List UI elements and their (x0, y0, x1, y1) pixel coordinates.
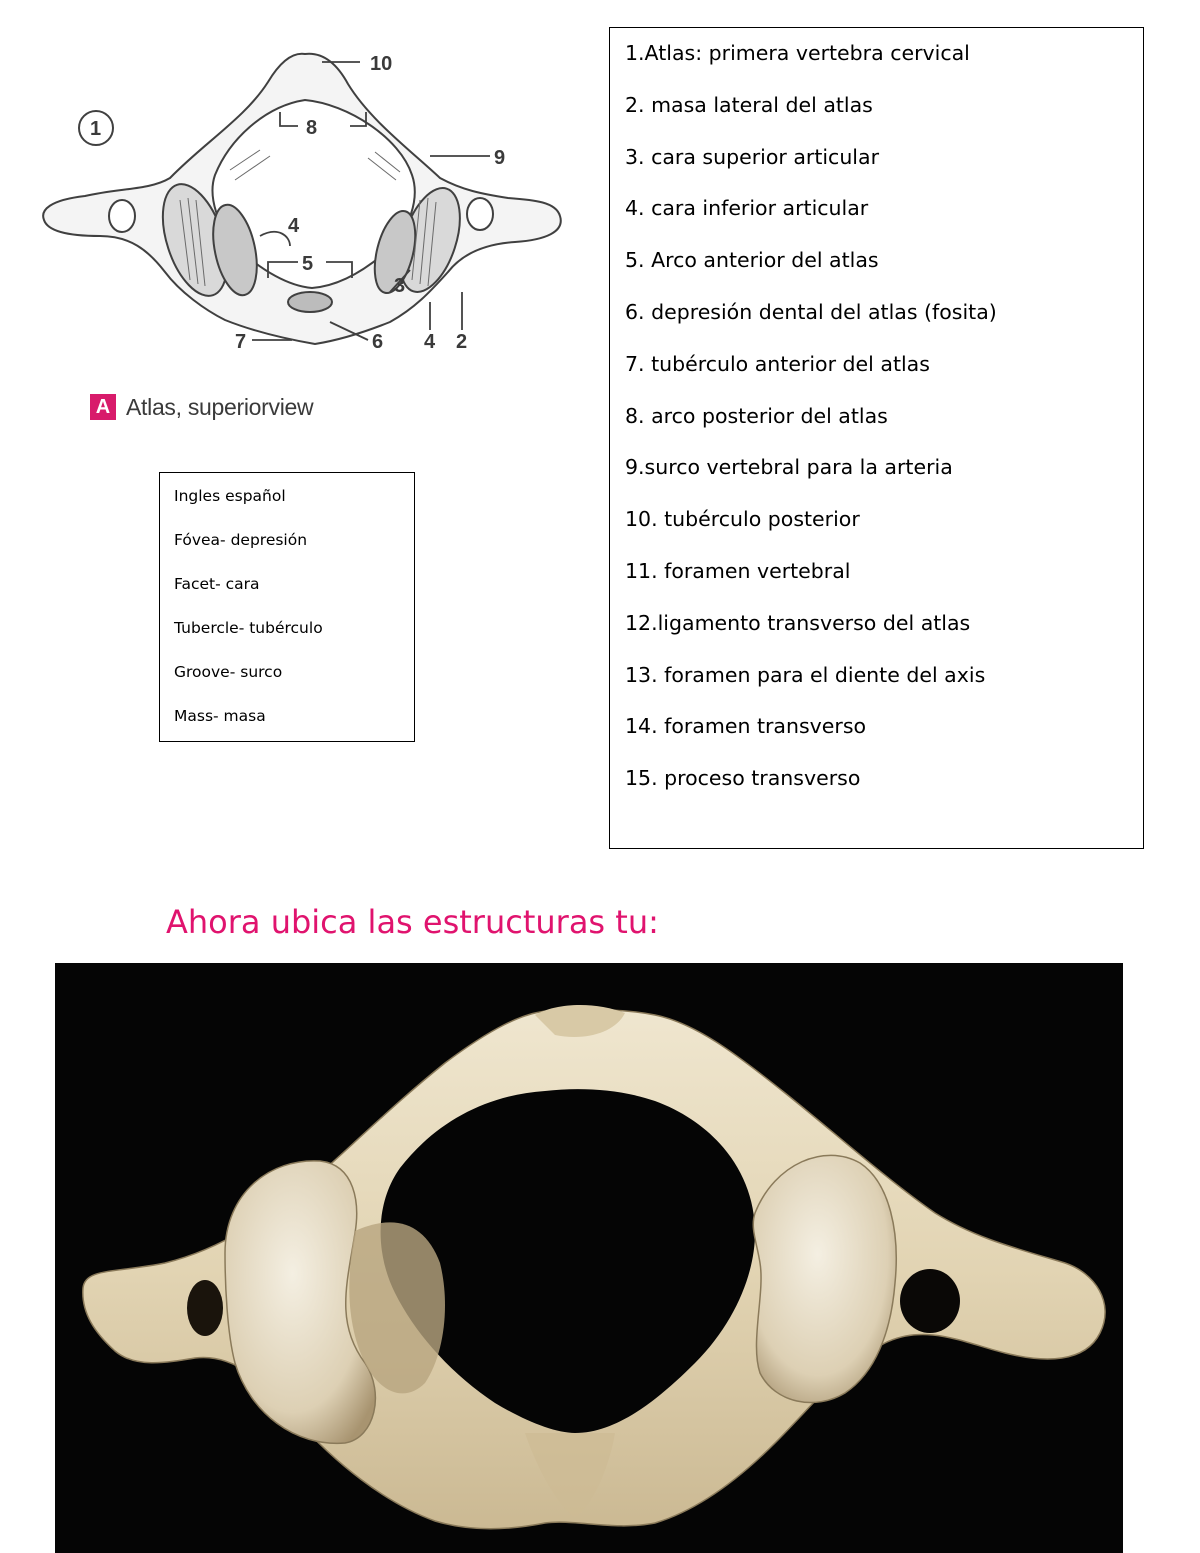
figure-caption-text: Atlas, superiorview (126, 393, 314, 420)
legend-item: 9.surco vertebral para la arteria (625, 455, 953, 480)
atlas-photo-drawing (55, 963, 1123, 1553)
diagram-label-7: 7 (235, 331, 247, 353)
figure-number: 1 (90, 118, 102, 140)
legend-item: 1.Atlas: primera vertebra cervical (625, 41, 970, 65)
diagram-label-9: 9 (494, 147, 506, 169)
glossary-item: Mass- masa (174, 707, 266, 725)
diagram-label-2: 2 (456, 331, 468, 353)
legend-item: 10. tubérculo posterior (625, 507, 860, 532)
figure-badge: A (90, 394, 116, 420)
legend-item: 6. depresión dental del atlas (fosita) (625, 299, 997, 324)
legend-item: 15. proceso transverso (625, 766, 861, 791)
diagram-label-4: 4 (424, 331, 436, 353)
legend-item: 4. cara inferior articular (625, 196, 869, 221)
legend-item: 2. masa lateral del atlas (625, 92, 873, 117)
diagram-label-10: 10 (370, 53, 393, 75)
legend-item: 13. foramen para el diente del axis (625, 662, 986, 687)
legend-item: 3. cara superior articular (625, 144, 879, 169)
legend-box (609, 27, 1144, 849)
diagram-label-3: 3 (394, 275, 406, 297)
glossary-item: Tubercle- tubérculo (174, 619, 323, 637)
legend-item: 7. tubérculo anterior del atlas (625, 351, 930, 376)
atlas-photo (55, 963, 1123, 1553)
legend-item: 12.ligamento transverso del atlas (625, 610, 971, 635)
diagram-label-8: 8 (306, 117, 318, 139)
diagram-label-5: 5 (302, 253, 314, 275)
exercise-prompt: Ahora ubica las estructuras tu: (166, 903, 659, 941)
legend-item: 8. arco posterior del atlas (625, 403, 888, 428)
legend-item: 5. Arco anterior del atlas (625, 248, 879, 273)
legend-item: 11. foramen vertebral (625, 558, 851, 583)
diagram-label-4-upper: 4 (288, 215, 300, 237)
glossary-box (159, 472, 415, 742)
glossary-item: Fóvea- depresión (174, 531, 308, 549)
atlas-superior-view-diagram (30, 40, 590, 370)
glossary-item: Facet- cara (174, 575, 260, 593)
glossary-item: Groove- surco (174, 663, 283, 681)
figure-caption (90, 392, 313, 422)
diagram-label-6: 6 (372, 331, 384, 353)
legend-item: 14. foramen transverso (625, 714, 867, 739)
glossary-item: Ingles español (174, 487, 286, 505)
